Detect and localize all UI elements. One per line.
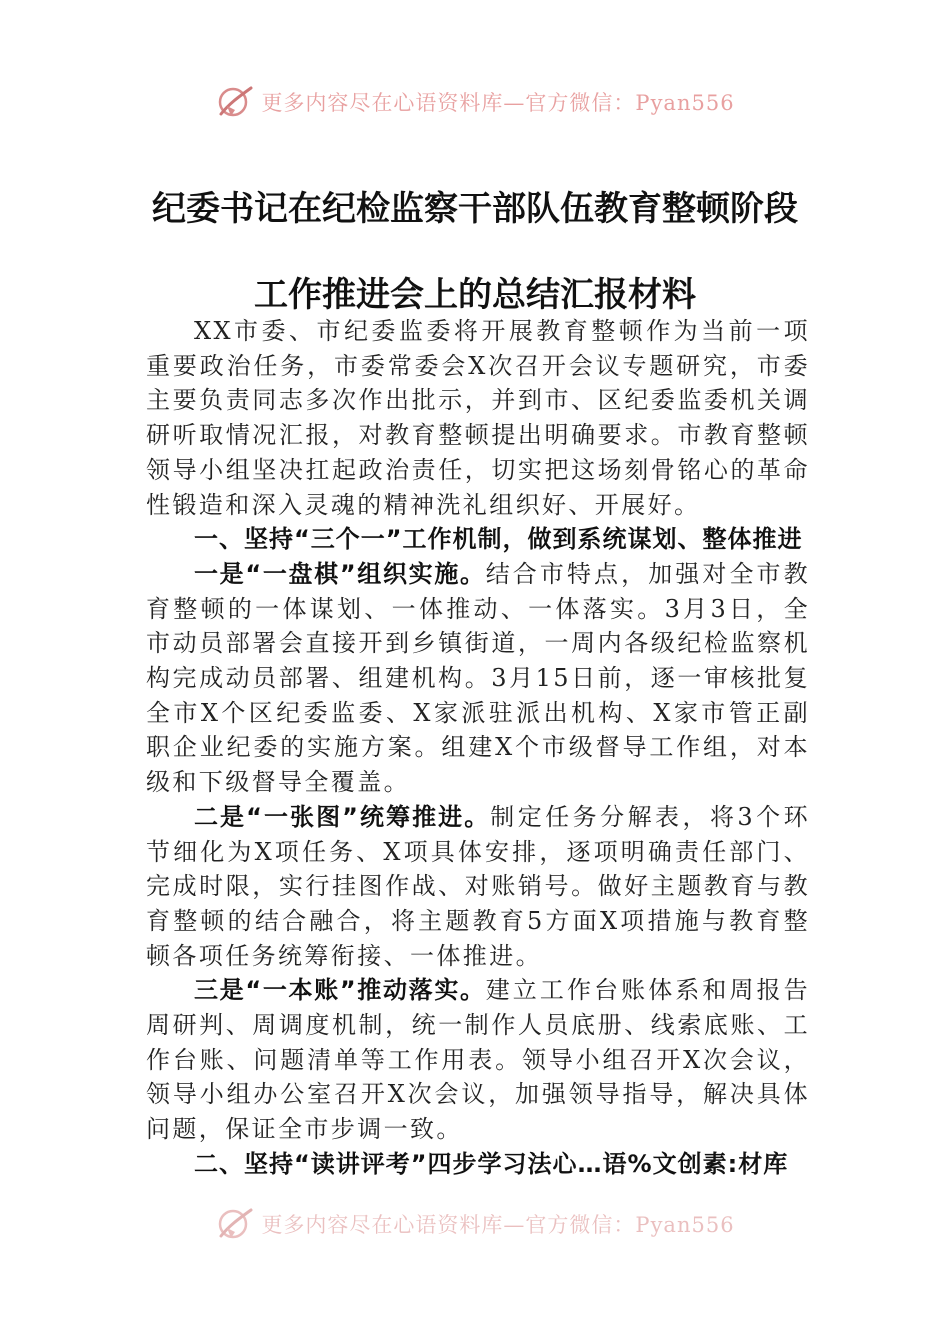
item-1-lead: 一是“一盘棋”组织实施。 [194,559,486,588]
intro-paragraph: XX市委、市纪委监委将开展教育整顿作为当前一项重要政治任务，市委常委会X次召开会议专题研究，市委主要负责同志多次作出批示，并到市、区纪委监委机关调研听取情况汇报，对教育整顿提出明确要求。市教育整顿领导小组坚决扛起政治责任，切实把这场刻骨铭心的革命性锻造和深入灵魂的精神洗礼组织好、开展好。 [146,317,810,519]
item-1-body: 结合市特点，加强对全市教育整顿的一体谋划、一体推动、一体落实。3月3日，全市动员部署会直接开到乡镇街道，一周内各级纪检监察机构完成动员部署、组建机构。3月15日前，逐一审核批复全市X个区纪委监委、X家派驻派出机构、X家市管正副职企业纪委的实施方案。组建X个市级督导工作组，对本级和下级督导全覆盖。 [146,559,810,797]
document-title: 纪委书记在纪检监察干部队伍教育整顿阶段工作推进会上的总结汇报材料 [152,189,798,315]
section-1-heading: 一、坚持“三个一”工作机制，做到系统谋划、整体推进 [194,525,803,554]
item-2-body: 制定任务分解表，将3个环节细化为X项任务、X项具体安排，逐项明确责任部门、完成时限，实行挂图作战、对账销号。做好主题教育与教育整顿的结合融合，将主题教育5方面X项措施与教育整顿各项任务统筹衔接、一体推进。 [146,802,810,970]
section-2-heading: 二、坚持“读讲评考”四步学习法心…语%文创素:材库 [194,1149,789,1178]
watermark-header [0,82,950,122]
item-1-paragraph [146,557,810,800]
brush-logo-icon [215,84,255,120]
item-2-paragraph [146,800,810,974]
brush-logo-icon [215,1206,255,1242]
watermark-footer [0,1204,950,1244]
item-2-lead: 二是“一张图”统筹推进。 [194,802,491,831]
item-3-paragraph [146,973,810,1147]
item-3-lead: 三是“一本账”推动落实。 [194,976,486,1005]
item-3-body: 建立工作台账体系和周报告周研判、周调度机制，统一制作人员底册、线索底账、工作台账、问题清单等工作用表。领导小组召开X次会议，领导小组办公室召开X次会议，加强领导指导，解决具体问题，保证全市步调一致。 [146,976,810,1144]
watermark-text: 更多内容尽在心语资料库—官方微信：Pyan556 [261,1213,735,1237]
watermark-text: 更多内容尽在心语资料库—官方微信：Pyan556 [261,91,735,115]
document-body [146,314,810,1182]
